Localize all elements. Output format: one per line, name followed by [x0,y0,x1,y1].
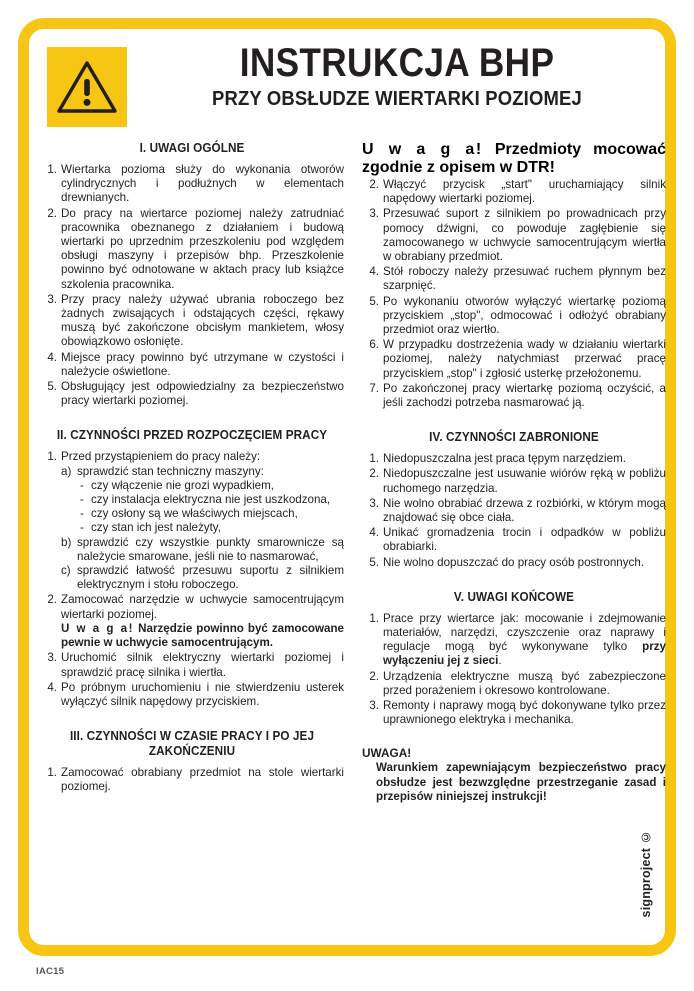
list-item: Przesuwać suport z silnikiem po prowadnicach przy pomocy dźwigni, co powoduje zagłębienie się zamocowanego w uchwycie samocentrującym wiertła w obrabiany przedmiot. [383,207,666,264]
list-item: Włączyć przycisk „start" uruchamiający silnik napędowy wiertarki poziomej. [383,178,666,206]
sub-list-a [61,465,344,593]
list-item: Do pracy na wiertarce poziomej należy zatrudniać pracownika obeznanego z działaniem i budową wiertarki po uprzednim przeszkoleniu pod względem obsługi maszyny i przepisów bhp. Przeszkolenie powinno być odnotowane w aktach pracy lub książce szkolenia pracownika. [61,206,344,291]
right-column [362,141,666,939]
list-item-emphasis: przy wyłączeniu jej z sieci [383,640,666,668]
section-heading-5: V. UWAGI KOŃCOWE [453,589,575,604]
poster-header [29,29,665,133]
section-1-list [40,163,344,408]
content-columns [40,141,667,939]
sub-item-marker: b) [61,535,72,549]
section-2-list [40,450,344,709]
dash-item: - czy osłony są we właściwych miejscach, [77,507,344,521]
section-heading-3-line1: III. CZYNNOŚCI W CZASIE PRACY I PO JEJ [69,729,315,744]
list-item: Zamocować obrabiany przedmiot na stole wiertarki poziomej. [61,766,344,794]
list-item: Przy pracy należy używać ubrania roboczego bez żadnych zwisających i odstających części, rękawy muszą być zakończone obcisłym mankietem, włosy obowiązkowo osłonięte. [61,292,344,349]
final-warning-title: UWAGA! [362,745,412,760]
inline-warning-text: Narzędzie powinno być zamocowane pewnie w uchwycie samocentrującym. [61,621,344,650]
warning-triangle-icon [47,47,127,127]
section-3-list [40,766,344,794]
section-heading-1: I. UWAGI OGÓLNE [139,141,245,155]
list-item [362,612,666,669]
sub-item-text: sprawdzić stan techniczny maszyny: [77,464,264,478]
dash-list [77,479,344,536]
sub-item-c [61,564,344,592]
list-item: Urządzenia elektryczne muszą być zabezpieczone przed porażeniem i okresowo kontrolowane. [383,669,666,697]
dash-item: - czy instalacja elektryczna nie jest uszkodzona, [77,493,344,507]
inline-warning [61,622,344,650]
section-3-warning [362,141,666,177]
watermark-signproject: signproject © [639,829,653,917]
list-item: Po próbnym uruchomieniu i nie stwierdzeniu usterek wyłączyć silnik napędowy przyciskiem. [61,680,344,708]
list-item [40,593,344,650]
section-3-warning-text: Przedmioty mocować zgodnie z opisem w DTR! [362,141,667,176]
section-3-warning-label: U w a g a! [362,141,483,158]
list-item: Uruchomić silnik elektryczny wiertarki poziomej i sprawdzić pracę silnika i wiertła. [61,651,344,679]
dash-item: - czy włączenie nie grozi wypadkiem, [77,479,344,493]
left-column [40,141,344,939]
list-item: Wiertarka pozioma służy do wykonania otworów cylindrycznych i podłużnych w elementach drewnianych. [61,163,344,205]
sub-item-b [61,536,344,564]
section-3-list-continued [362,178,666,410]
section-heading-3 [51,729,334,759]
sub-item-marker: c) [61,564,71,578]
sub-item-text: sprawdzić czy wszystkie punkty smarownicze są należycie smarowane, jeśli nie to nasmarować, [77,535,344,563]
list-item: Remonty i naprawy mogą być dokonywane tylko przez uprawnionego elektryka i mechanika. [383,699,666,727]
product-code: IAC15 [36,966,65,977]
sub-item-a [61,465,344,536]
list-item: Nie wolno dopuszczać do pracy osób postronnych. [383,555,645,569]
title-block [137,41,657,111]
sub-item-marker: a) [61,464,72,478]
list-item: Obsługujący jest odpowiedzialny za bezpieczeństwo pracy wiertarki poziomej. [61,380,344,408]
inline-warning-label: U w a g a! [61,621,135,635]
section-heading-2: II. CZYNNOŚCI PRZED ROZPOCZĘCIEM PRACY [56,428,328,443]
dash-item: - czy stan ich jest należyty, [77,521,344,535]
list-item: Po zakończonej pracy wiertarkę poziomą oczyścić, a jeśli zachodzi potrzeba nasmarować ją. [383,381,666,410]
section-4-list [362,452,666,570]
list-item: Stół roboczy należy przesuwać ruchem płynnym bez szarpnięć. [383,265,666,293]
list-item-text: Zamocować narzędzie w uchwycie samocentrującym wiertarki poziomej. [61,593,344,621]
page-title: INSTRUKCJA BHP [239,41,555,85]
section-heading-4: IV. CZYNNOŚCI ZABRONIONE [429,430,599,445]
final-warning-block [362,746,666,805]
list-item: Unikać gromadzenia trocin i odpadków w pobliżu obrabiarki. [383,526,666,554]
poster-frame [18,18,676,956]
list-item: Miejsce pracy powinno być utrzymane w czystości i należycie oświetlone. [61,350,344,378]
list-item-intro: Przed przystąpieniem do pracy należy: [61,450,261,464]
list-item: W przypadku dostrzeżenia wady w działaniu wiertarki poziomej, należy natychmiast przerwać pracę przyciskiem „stop" i zgłosić usterkę przełożonemu. [383,338,666,380]
final-warning-body: Warunkiem zapewniającym bezpieczeństwo pracy obsłudze jest bezwzględne przestrzeganie zasad i przepisów niniejszej instrukcji! [376,761,666,804]
sub-item-text: sprawdzić łatwość przesuwu suportu z silnikiem elektrycznym i stołu roboczego. [77,564,344,592]
list-item [40,450,344,592]
page-subtitle: PRZY OBSŁUDZE WIERTARKI POZIOMEJ [211,87,582,110]
list-item: Niedopuszczalne jest usuwanie wiórów ręką w pobliżu ruchomego narzędzia. [383,467,666,495]
list-item-text-part2: . [498,654,502,668]
section-5-list [362,612,666,728]
list-item: Niedopuszczalna jest praca tępym narzędziem. [383,452,626,466]
list-item-text-part1: Prace przy wiertarce jak: mocowanie i zdejmowanie materiałów, narzędzi, czyszczenie oraz naprawy i regulacje mogą być wykonywane tylko [383,611,666,654]
list-item: Nie wolno obrabiać drzewa z rozbiórki, w którym mogą znajdować się obce ciała. [383,496,666,525]
section-heading-3-line2: ZAKOŃCZENIU [148,744,236,759]
list-item: Po wykonaniu otworów wyłączyć wiertarkę poziomą przyciskiem „stop", odmocować i odłożyć obrabiany przedmiot oraz wiertło. [383,294,666,337]
